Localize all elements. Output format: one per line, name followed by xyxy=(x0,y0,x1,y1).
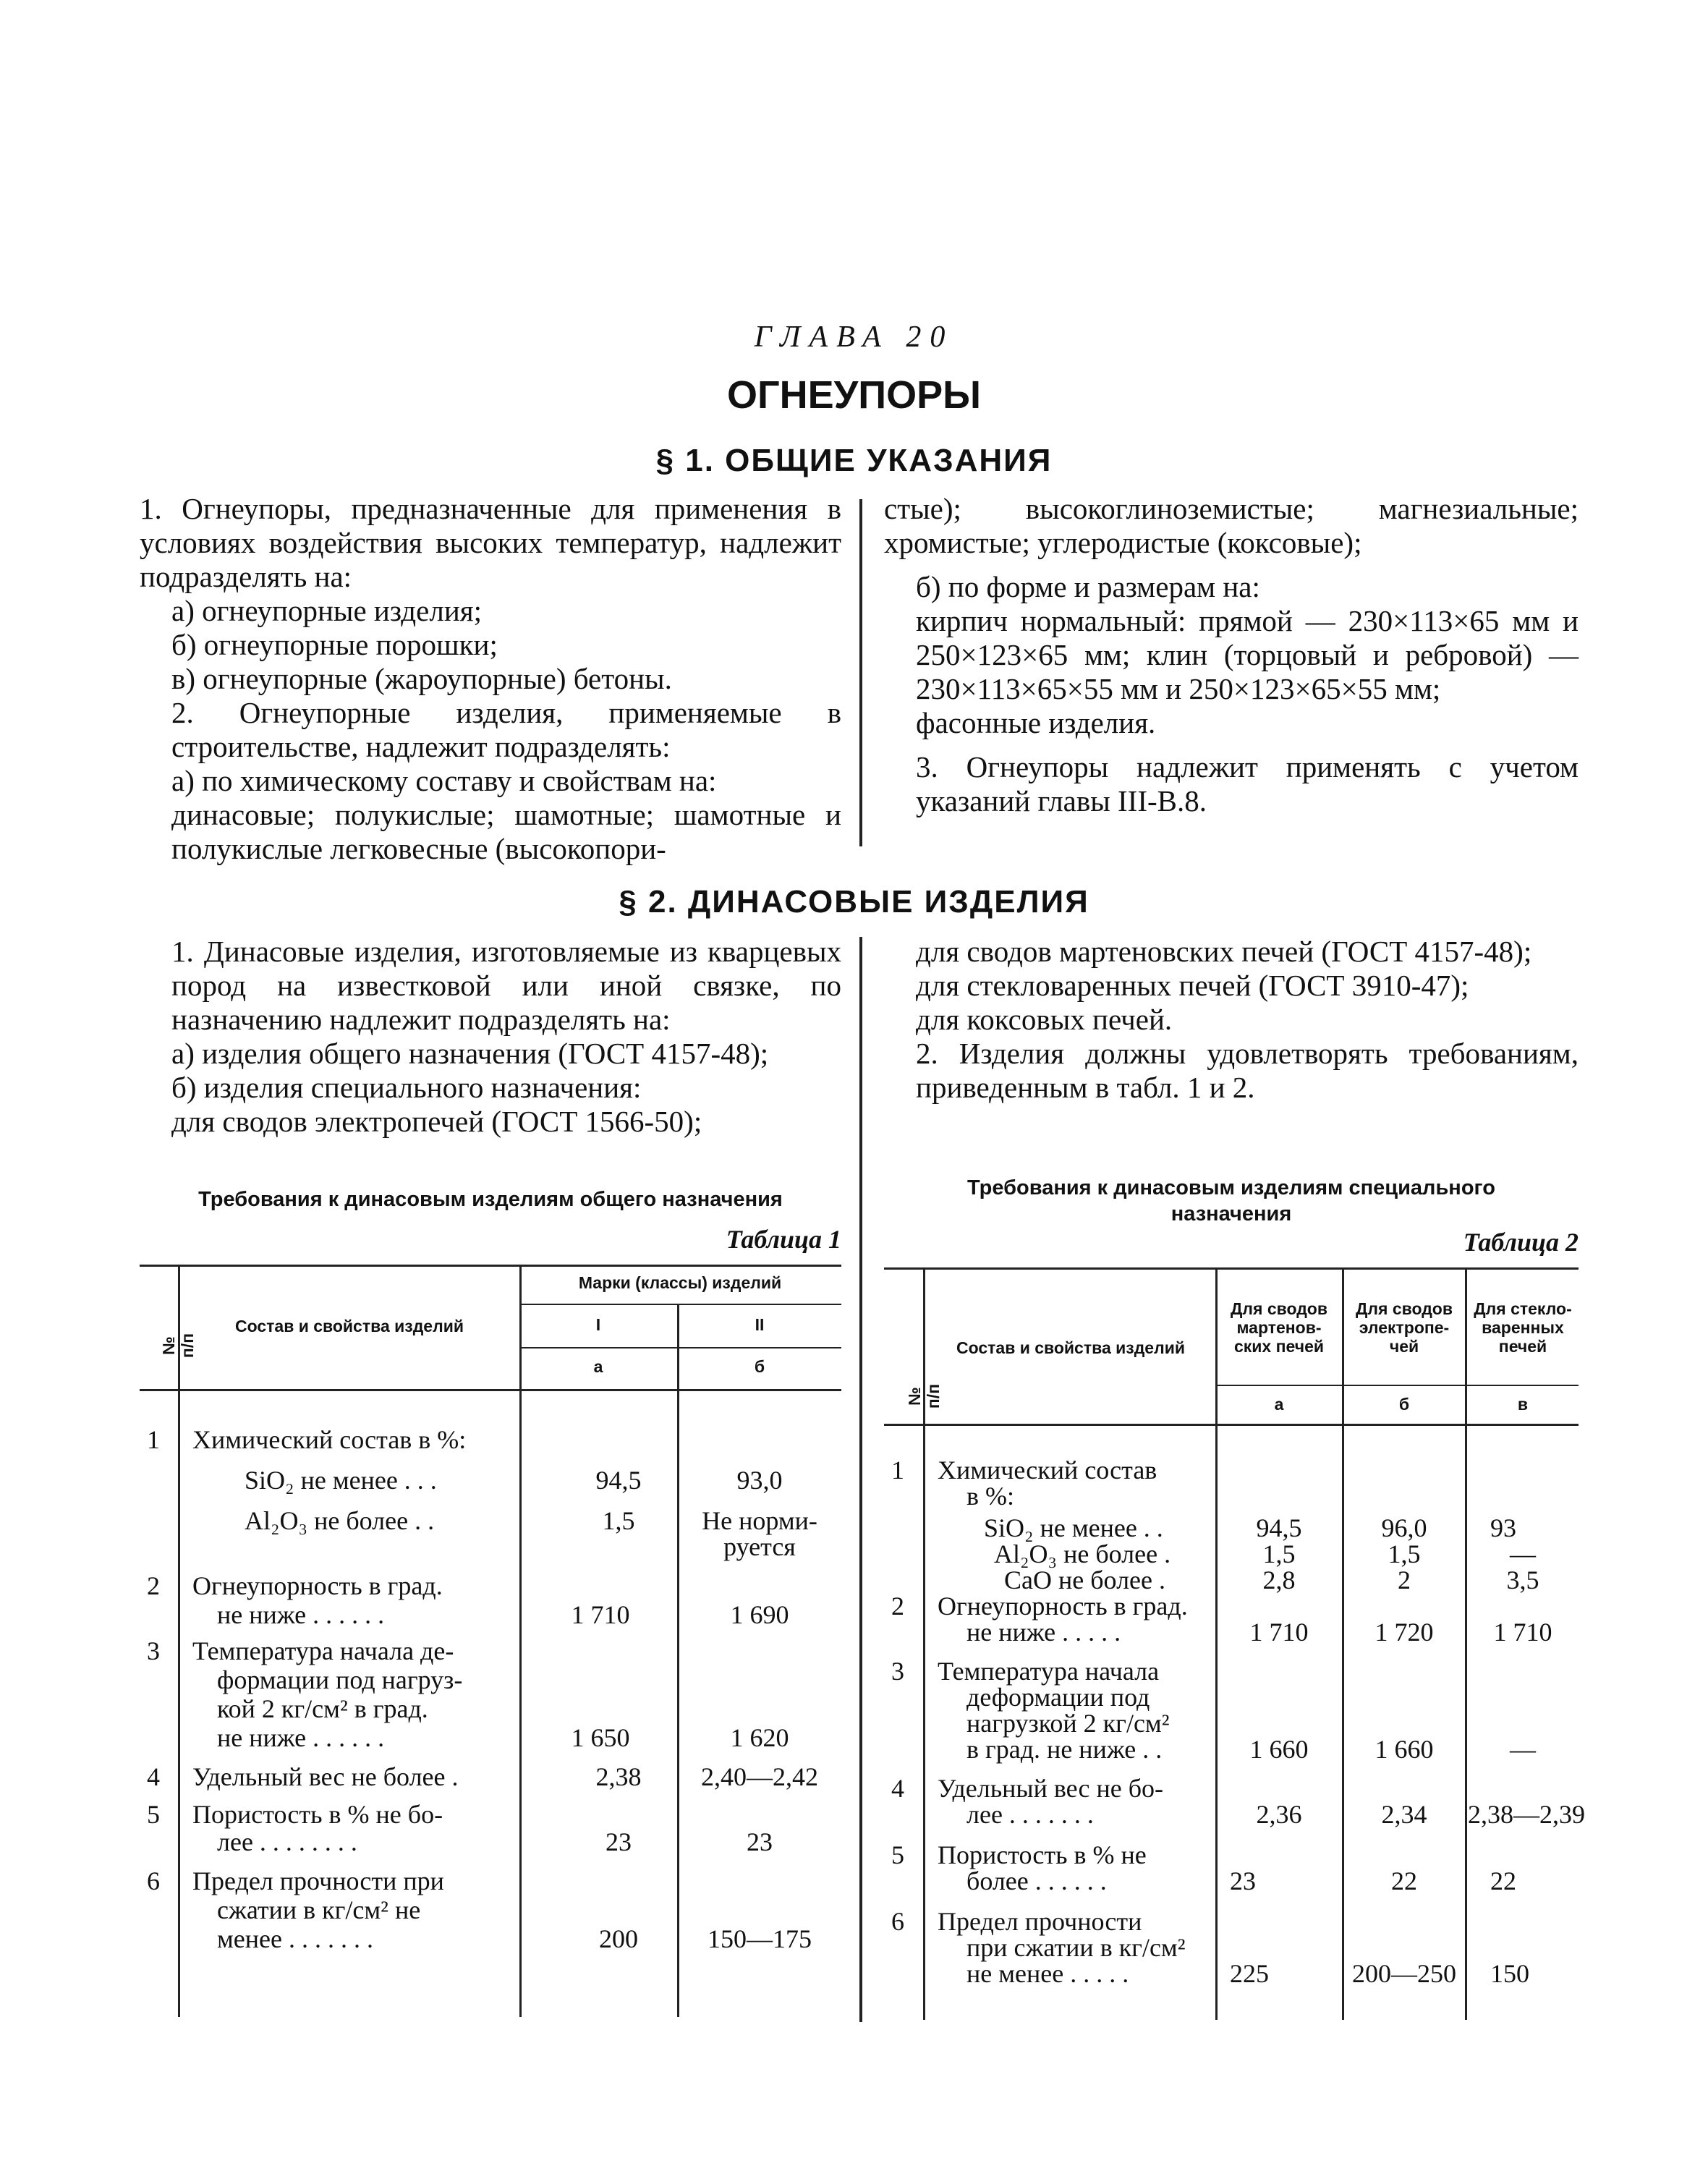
row-label: деформации под xyxy=(966,1683,1150,1712)
column-divider xyxy=(859,499,862,846)
paragraph: динасовые; полукислые; шамотные; шамотные и полукислые легковесные (высокопори- xyxy=(171,798,841,865)
table-2-number: Таблица 2 xyxy=(1463,1228,1579,1257)
row-label: Температура начала xyxy=(938,1657,1160,1686)
cell-value: 2,8 xyxy=(1262,1566,1296,1594)
row-label: лее . . . . . . . . xyxy=(217,1827,357,1856)
cell-value: 94,5 xyxy=(1256,1513,1302,1542)
table-1-caption: Требования к динасовым изделиям общего назначения xyxy=(198,1188,783,1211)
list-item: б) изделия специального назначения: xyxy=(171,1071,642,1104)
row-num: 2 xyxy=(147,1571,160,1600)
section-2-left-column xyxy=(140,935,841,1139)
header-prop: Состав и свойства изделий xyxy=(234,1317,464,1335)
cell-value: 225 xyxy=(1230,1959,1269,1988)
cell-value: 1 660 xyxy=(1375,1735,1434,1764)
list-item: в) огнеупорные (жароупорные) бетоны. xyxy=(171,662,672,695)
table-rule xyxy=(519,1347,841,1348)
cell-value: 150—175 xyxy=(708,1924,812,1953)
paragraph: 2. Изделия должны удовлетворять требованиям, приведенным в табл. 1 и 2. xyxy=(916,1037,1579,1104)
table-2-caption-line-2: назначения xyxy=(1170,1202,1292,1226)
cell-value: 1 660 xyxy=(1249,1735,1309,1764)
cell-value: 1 720 xyxy=(1375,1618,1434,1647)
paragraph: фасонные изделия. xyxy=(916,706,1156,739)
row-label: не ниже . . . . . xyxy=(966,1618,1121,1647)
section-2-heading: § 2. ДИНАСОВЫЕ ИЗДЕЛИЯ xyxy=(619,884,1089,919)
table-1-number: Таблица 1 xyxy=(726,1225,841,1254)
header-col-2: Для сводов электропе-чей xyxy=(1356,1299,1453,1356)
header-col-1: Для сводов мартенов-ских печей xyxy=(1231,1299,1327,1356)
cell-value: 1 690 xyxy=(730,1600,789,1629)
cell-value: 3,5 xyxy=(1506,1566,1539,1594)
row-label: Al₂O₃ не более . xyxy=(994,1539,1171,1568)
table-rule xyxy=(519,1304,841,1305)
section-1-left-column xyxy=(140,492,841,866)
row-label: Пористость в % не xyxy=(938,1840,1147,1869)
list-item: для сводов мартеновских печей (ГОСТ 4157-48); xyxy=(916,935,1532,968)
cell-value: 94,5 xyxy=(595,1466,642,1495)
list-item: а) огнеупорные изделия; xyxy=(171,594,483,627)
paragraph: 2. Огнеупорные изделия, применяемые в строительстве, надлежит подразделять: xyxy=(171,696,841,763)
cell-value: 150 xyxy=(1490,1959,1529,1988)
cell-value: 1 710 xyxy=(1249,1618,1309,1647)
row-num: 3 xyxy=(147,1636,160,1665)
row-label: кой 2 кг/см² в град. xyxy=(217,1694,428,1723)
row-label: более . . . . . . xyxy=(966,1866,1107,1895)
chapter-label: ГЛАВА 20 xyxy=(754,320,954,354)
cell-value: 93,0 xyxy=(736,1466,783,1495)
header-col-v: в xyxy=(1517,1395,1529,1414)
row-label: Пористость в % не бо- xyxy=(192,1800,443,1829)
row-num: 5 xyxy=(891,1840,904,1869)
header-col-2: II xyxy=(755,1315,765,1334)
table-2-caption-line-1: Требования к динасовым изделиям специального xyxy=(967,1176,1495,1199)
header-col-a: а xyxy=(1274,1395,1284,1414)
cell-value: 200 xyxy=(599,1924,638,1953)
cell-value: 2,36 xyxy=(1256,1800,1302,1829)
row-label: не менее . . . . . xyxy=(966,1959,1129,1988)
row-num: 1 xyxy=(147,1425,160,1454)
header-col-a: а xyxy=(593,1357,603,1376)
row-label: формации под нагруз- xyxy=(217,1665,463,1694)
header-prop: Состав и свойства изделий xyxy=(956,1338,1185,1357)
cell-value: — xyxy=(1510,1735,1536,1764)
table-rule xyxy=(884,1267,1579,1270)
cell-value: 23 xyxy=(1230,1866,1256,1895)
list-item: для коксовых печей. xyxy=(916,1003,1173,1036)
table-rule xyxy=(140,1389,841,1391)
row-label: Химический состав xyxy=(938,1456,1157,1484)
row-label: менее . . . . . . . xyxy=(217,1924,373,1953)
paragraph: кирпич нормальный: прямой — 230×113×65 мм и 250×123×65 мм; клин (торцовый и ребровой) — 230×113×65×55 мм и 250×123×65×55 мм; xyxy=(916,604,1579,705)
row-label: в град. не ниже . . xyxy=(966,1735,1163,1764)
paragraph: 3. Огнеупоры надлежит применять с учетом указаний главы III-В.8. xyxy=(916,750,1579,817)
section-2-right-column xyxy=(884,935,1579,1105)
cell-value: 200—250 xyxy=(1352,1959,1456,1988)
table-rule xyxy=(677,1304,679,2017)
header-col-b: б xyxy=(754,1357,765,1376)
row-label: SiO₂ не менее . . xyxy=(984,1513,1163,1542)
cell-value: 22 xyxy=(1490,1866,1516,1895)
list-item: для стекловаренных печей (ГОСТ 3910-47); xyxy=(916,969,1469,1002)
cell-value: 2 xyxy=(1398,1566,1411,1594)
cell-value: Не норми- xyxy=(702,1506,817,1535)
list-item: а) по химическому составу и свойствам на: xyxy=(171,764,717,797)
row-label: Предел прочности xyxy=(938,1907,1142,1936)
row-label: в %: xyxy=(966,1482,1014,1511)
row-label: CaO не более . xyxy=(1004,1566,1165,1594)
header-col-b: б xyxy=(1398,1395,1410,1414)
table-rule xyxy=(1215,1385,1579,1386)
header-num: № п/п xyxy=(905,1383,943,1409)
paragraph: 1. Динасовые изделия, изготовляемые из кварцевых пород на известковой или иной связке, по назначению надлежит подразделять на: xyxy=(171,935,841,1036)
row-num: 4 xyxy=(891,1774,904,1803)
table-rule xyxy=(1342,1267,1344,2020)
row-num: 6 xyxy=(891,1907,904,1936)
section-1-heading: § 1. ОБЩИЕ УКАЗАНИЯ xyxy=(655,443,1053,478)
cell-value: 23 xyxy=(747,1827,773,1856)
row-num: 2 xyxy=(891,1592,904,1621)
table-rule xyxy=(1215,1267,1218,2020)
row-num: 3 xyxy=(891,1657,904,1686)
cell-value: — xyxy=(1510,1539,1536,1568)
row-label: Удельный вес не более . xyxy=(192,1762,459,1791)
table-rule xyxy=(1465,1267,1467,2020)
list-item: а) изделия общего назначения (ГОСТ 4157-48); xyxy=(171,1037,769,1070)
row-num: 5 xyxy=(147,1800,160,1829)
row-label: Al₂O₃ не более . . xyxy=(245,1506,435,1535)
table-rule xyxy=(884,1424,1579,1426)
cell-value: 93 xyxy=(1490,1513,1516,1542)
cell-value: 1,5 xyxy=(602,1506,635,1535)
cell-value: 2,38 xyxy=(595,1762,642,1791)
row-label: не ниже . . . . . . xyxy=(217,1723,385,1752)
row-label: SiO₂ не менее . . . xyxy=(245,1466,437,1495)
column-divider xyxy=(859,937,862,2022)
cell-value: 96,0 xyxy=(1381,1513,1427,1542)
cell-value: 1,5 xyxy=(1262,1539,1296,1568)
cell-value: 1 650 xyxy=(571,1723,630,1752)
list-item: б) огнеупорные порошки; xyxy=(171,628,498,661)
cell-value: 2,40—2,42 xyxy=(701,1762,818,1791)
row-label: при сжатии в кг/см² xyxy=(966,1933,1186,1962)
row-label: Химический состав в %: xyxy=(192,1425,467,1454)
list-item: для сводов электропечей (ГОСТ 1566-50); xyxy=(171,1105,702,1138)
section-1-right-column xyxy=(884,492,1579,818)
row-label: не ниже . . . . . . xyxy=(217,1600,385,1629)
row-num: 1 xyxy=(891,1456,904,1484)
cell-value: 1 710 xyxy=(1493,1618,1552,1647)
cell-value: 23 xyxy=(606,1827,632,1856)
row-label: сжатии в кг/см² не xyxy=(217,1895,421,1924)
row-label: Температура начала де- xyxy=(192,1636,454,1665)
header-group: Марки (классы) изделий xyxy=(578,1273,782,1292)
row-label: Огнеупорность в град. xyxy=(938,1592,1188,1621)
paragraph: стые); высокоглиноземистые; магнезиальные; хромистые; углеродистые (коксовые); xyxy=(884,492,1579,559)
row-label: Предел прочности при xyxy=(192,1866,444,1895)
table-rule xyxy=(178,1265,180,2017)
row-num: 4 xyxy=(147,1762,160,1791)
cell-value: 22 xyxy=(1391,1866,1417,1895)
row-num: 6 xyxy=(147,1866,160,1895)
paragraph: 1. Огнеупоры, предназначенные для применения в условиях воздействия высоких температур, надлежит подразделять на: xyxy=(140,492,841,593)
header-col-1: I xyxy=(595,1315,601,1334)
header-col-3: Для стекло-варенных печей xyxy=(1474,1299,1572,1356)
cell-value: 2,34 xyxy=(1381,1800,1427,1829)
table-rule xyxy=(140,1265,841,1267)
table-rule xyxy=(519,1265,522,2017)
chapter-title: ОГНЕУПОРЫ xyxy=(727,373,981,417)
row-label: Огнеупорность в град. xyxy=(192,1571,443,1600)
list-item: б) по форме и размерам на: xyxy=(916,570,1260,603)
cell-value: 1 710 xyxy=(571,1600,630,1629)
cell-value: 1 620 xyxy=(730,1723,789,1752)
row-label: лее . . . . . . . xyxy=(966,1800,1094,1829)
row-label: Удельный вес не бо- xyxy=(938,1774,1164,1803)
cell-value: 2,38—2,39 xyxy=(1468,1800,1585,1829)
row-label: нагрузкой 2 кг/см² xyxy=(966,1709,1170,1738)
cell-value: 1,5 xyxy=(1388,1539,1421,1568)
cell-value: руется xyxy=(723,1532,796,1561)
header-num: № п/п xyxy=(159,1333,197,1359)
